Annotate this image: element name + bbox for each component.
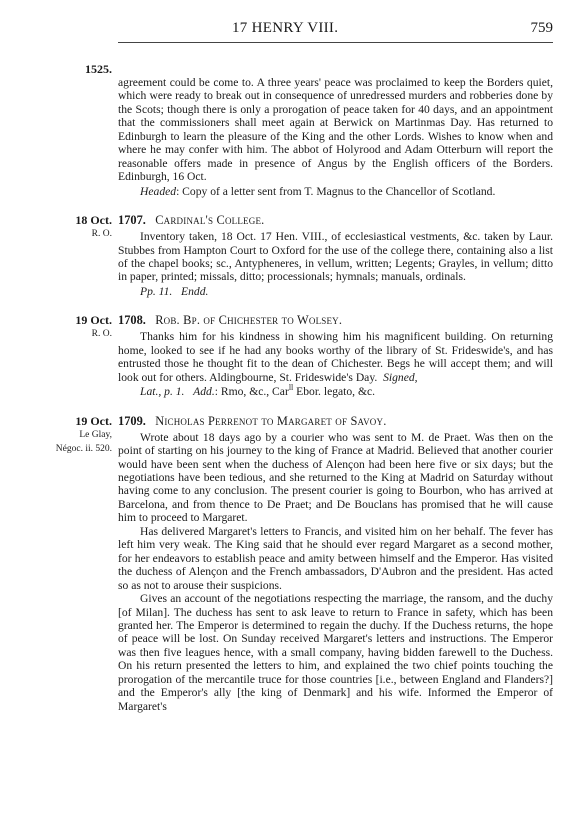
entry-date: 19 Oct.	[75, 413, 112, 428]
entry-body	[118, 414, 553, 714]
pages-count: Pp. 11.	[140, 284, 173, 298]
entry-1706-continuation	[0, 56, 567, 198]
headed-text: : Copy of a letter sent from T. Magnus to the Chancellor of Scotland.	[176, 184, 496, 198]
entry-title: Cardinal's College.	[155, 213, 265, 228]
signed-mark: Signed,	[383, 370, 418, 384]
language-pages: Lat., p. 1.	[140, 385, 185, 399]
entry-1707	[0, 213, 567, 298]
entry-body	[118, 56, 553, 198]
entry-paragraph	[118, 330, 553, 384]
entry-paragraph: Gives an account of the negotiations respecting the marriage, the ransom, and the duchy [of Milan]. The duchess has sent to ask leave to return to France in safety, which has been granted her. The Emperor is determined to regain the duchy. If the Duchess returns, the hope of peace will be lost. On Sunday received Margaret's letters and instructions. The Emperor was then five leagues hence, with a small company, having bidden farewell to the Duchess. On his return presented the letters to him, and explained the two chief points touching the prorogation of the mercantile truce for those countries [i.e., between England and Flanders?] and the Emperor's ally [the king of Denmark] and his wife. Informed the Emperor of Margaret's	[118, 592, 553, 713]
entry-note	[140, 285, 553, 298]
entry-body	[118, 313, 553, 398]
entry-source: R. O.	[91, 329, 112, 340]
entry-note	[140, 185, 553, 198]
running-head-title: 17 HENRY VIII.	[232, 20, 339, 36]
entry-1708	[0, 313, 567, 398]
entry-note	[140, 385, 553, 398]
address-label: Add.	[193, 385, 215, 399]
entry-date: 19 Oct.	[75, 313, 112, 328]
entry-number: 1709.	[118, 413, 146, 428]
page-content	[0, 56, 567, 713]
entry-paragraph: Inventory taken, 18 Oct. 17 Hen. VIII., of ecclesiastical vestments, &c. taken by Laur. Stubbes from Hampton Court to Oxford for the use of the college there, containing also a list of the chapel books; sc., Antypheneres, in vellum, written; Legents; Grayles, in vellum; ditto in paper, printed; missals, ditto; processionals; hymnals; manuals, ordinals.	[118, 230, 553, 284]
entry-title: Nicholas Perrenot to Margaret of Savoy.	[155, 413, 387, 428]
address-text: , &c., Car	[243, 385, 289, 399]
entry-source-ref: Négoc. ii. 520.	[55, 443, 112, 454]
entry-heading	[118, 213, 553, 228]
running-head	[0, 20, 567, 40]
margin-column	[0, 414, 112, 456]
entry-heading	[118, 313, 553, 328]
entry-source: R. O.	[91, 229, 112, 240]
entry-paragraph: agreement could be come to. A three years' peace was proclaimed to keep the Borders quiet, which were ready to break out in consequence of unredressed murders and robberies done by the Scots; though there is only a prorogation of peace taken for 40 days, and an appointment that the commissioners shall meet again at Berwick on Martinmas Day. Has returned to Edinburgh to learn the pleasure of the King and the other Lords. Wishes to know when and where he may confer with him. The abbot of Holyrood and Adam Otterburn will report the reasonable offers made in presence of Angus by the English officers of the Borders. Edinburgh, 16 Oct.	[118, 76, 553, 184]
year-label: 1525.	[85, 62, 112, 76]
address-text-end: Ebor. legato, &c.	[293, 385, 376, 399]
entry-paragraph-text: Thanks him for his kindness in showing him his magnificent building. On returning home, looked to see if he had any books worthy of the library of St. Frideswide's, and has entrusted those he thought fit to the dean of Chichester. Begs he will accept them; and will look out for others. Aldingbourne, St. Frideswide's Day.	[118, 330, 553, 384]
margin-column	[0, 313, 112, 341]
entry-paragraph: Has delivered Margaret's letters to Francis, and visited him on her behalf. The fever has left him very weak. The King said that he should ever regard Margaret as a second mother, for her endeavors to establish peace and amity between himself and the Emperor. Has visited the duchess of Alençon and the French ambassadors, D'Aubron and the president. Has acted so as not to arouse their suspicions.	[118, 524, 553, 592]
address-superscript: ll	[288, 383, 294, 393]
entry-1709	[0, 414, 567, 714]
endorsed-mark: Endd.	[181, 284, 209, 298]
address-rmo: : Rmo	[214, 385, 244, 399]
entry-title: Rob. Bp. of Chichester to Wolsey.	[155, 313, 343, 328]
headed-label: Headed	[140, 184, 177, 198]
entry-source: Le Glay,	[79, 429, 112, 440]
margin-column	[0, 213, 112, 241]
entry-date: 18 Oct.	[75, 213, 112, 228]
entry-number: 1708.	[118, 313, 146, 328]
header-rule	[118, 42, 553, 43]
entry-number: 1707.	[118, 213, 146, 228]
margin-column	[0, 62, 112, 77]
entry-heading	[118, 414, 553, 429]
entry-paragraph: Wrote about 18 days ago by a courier who was sent to M. de Praet. Was then on the point of starting on his journey to the king of France at Madrid. Believed that another courier would have been sent when the duchess of Alençon had been here five or six days; but the negotiations have been tedious, and she returned to the King at Madrid on Saturday without having come to any conclusion. The present courier is going to Bourbon, who has arrived at Barcelona, and from thence to De Praet; and De Bouclans has promised that he will cause him to proceed to Margaret.	[118, 430, 553, 525]
page-number: 759	[530, 20, 553, 36]
entry-body	[118, 213, 553, 298]
